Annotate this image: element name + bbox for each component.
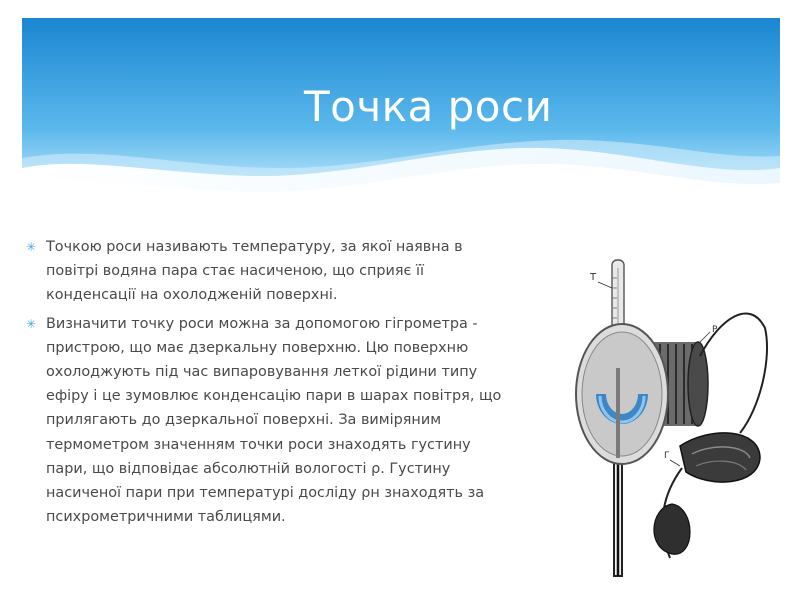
hygrometer-drawing [560,258,770,578]
bullet-item [26,235,516,308]
bullet-text: Визначити точку роси можна за допомогою гігрометра - пристрою, що має дзеркальну поверхню. Цю поверхню охолоджують під час випаровування леткої рідини типу ефіру і це зумовлює конденсацію пари в шарах повітря, що прилягають до дзеркальної поверхні. За виміряним термометром значенням точки роси знаходять густину пари, що відповідає абсолютній вологості ρ. Густину насиченої пари при температурі досліду ρн знаходять за психрометричними таблицями. [46,315,502,526]
pipe-label: P [712,325,718,335]
bulb-label: Г [664,451,670,461]
title-banner [22,18,780,198]
bullet-text: Точкою роси називають температуру, за якої наявна в повітрі водяна пара стає насиченою, що сприяє її конденсації на охолодженій поверхні. [46,239,463,304]
bullet-item [26,312,516,530]
slide-title: Точка роси [304,82,553,131]
asterisk-bullet-icon: ✳ [26,316,37,331]
bullet-list [26,235,516,533]
thermometer-label: T [590,272,597,283]
asterisk-bullet-icon: ✳ [26,240,37,254]
hygrometer-illustration [560,258,770,578]
